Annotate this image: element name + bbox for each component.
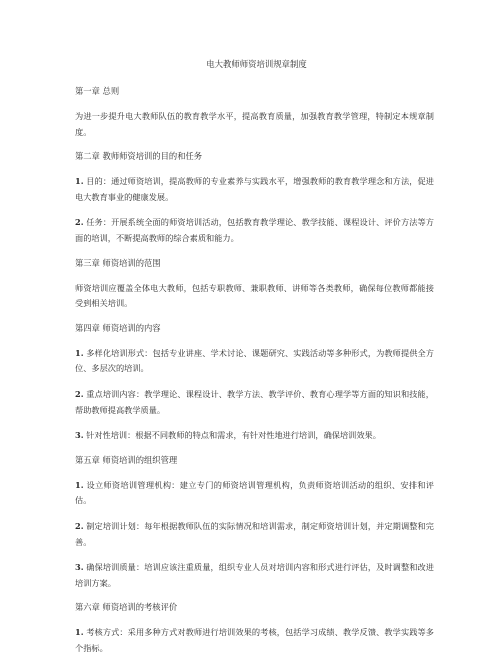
item-number: 2. [75,217,84,228]
document-title: 电大教师师资培训规章制度 [206,59,307,69]
chapter-4-item-3 [75,428,434,444]
item-number: 1. [75,479,84,490]
chapter-5-item-1 [75,478,434,509]
paragraph-text: 师资培训应覆盖全体电大教师，包括专职教师、兼职教师、讲师等各类教师，确保每位教师都能接受到相关培训。 [75,282,434,309]
chapter-6-item-1 [75,625,434,656]
item-number: 1. [75,627,84,638]
item-number: 2. [75,388,84,399]
item-number: 3. [75,430,84,441]
item-number: 1. [75,347,84,358]
chapter-4-item-1 [75,346,434,377]
paragraph-text: 设立师资培训管理机构：建立专门的师资培训管理机构，负责师资培训活动的组织、安排和评估。 [75,479,434,506]
chapter-3-heading: 第三章 师资培训的范围 [75,257,161,268]
paragraph-text: 多样化培训形式：包括专业讲座、学术讨论、课题研究、实践活动等多种形式，为教师提供全方位、多层次的培训。 [75,347,434,374]
chapter-2-item-2 [75,215,434,246]
paragraph-text: 考核方式：采用多种方式对教师进行培训效果的考核，包括学习成绩、教学反馈、教学实践等多个指标。 [75,627,434,653]
chapter-3-paragraph [75,281,434,312]
paragraph-text: 重点培训内容：教学理论、课程设计、教学方法、教学评价、教育心理学等方面的知识和技能，帮助教师提高教学质量。 [75,388,434,415]
paragraph-text: 针对性培训：根据不同教师的特点和需求，有针对性地进行培训，确保培训效果。 [86,430,381,441]
item-number: 3. [75,562,84,573]
item-number: 2. [75,520,84,531]
chapter-5-item-3 [75,560,434,591]
paragraph-text: 任务：开展系统全面的师资培训活动，包括教育教学理论、教学技能、课程设计、评价方法等方面的培训，不断提高教师的综合素质和能力。 [75,217,434,243]
chapter-4-heading: 第四章 师资培训的内容 [75,322,161,333]
chapter-2-heading: 第二章 教师师资培训的目的和任务 [75,151,203,162]
paragraph-text: 目的：通过师资培训，提高教师的专业素养与实践水平，增强教师的教育教学理念和方法，促进电大教育事业的健康发展。 [75,176,434,202]
chapter-2-item-1 [75,174,434,205]
chapter-5-heading: 第五章 师资培训的组织管理 [75,454,178,465]
paragraph-text: 确保培训质量：培训应该注重质量，组织专业人员对培训内容和形式进行评估，及时调整和改进培训方案。 [75,562,434,588]
chapter-1-heading: 第一章 总则 [75,86,120,96]
paragraph-text: 制定培训计划：每年根据教师队伍的实际情况和培训需求，制定师资培训计划，并定期调整和完善。 [75,520,434,547]
chapter-6-heading: 第六章 师资培训的考核评价 [75,602,178,613]
chapter-1-paragraph [75,109,434,140]
paragraph-text: 为进一步提升电大教师队伍的教育教学水平，提高教育质量，加强教育教学管理，特制定本规章制度。 [75,111,434,137]
item-number: 1. [75,176,84,187]
chapter-5-item-2 [75,519,434,550]
chapter-4-item-2 [75,387,434,418]
